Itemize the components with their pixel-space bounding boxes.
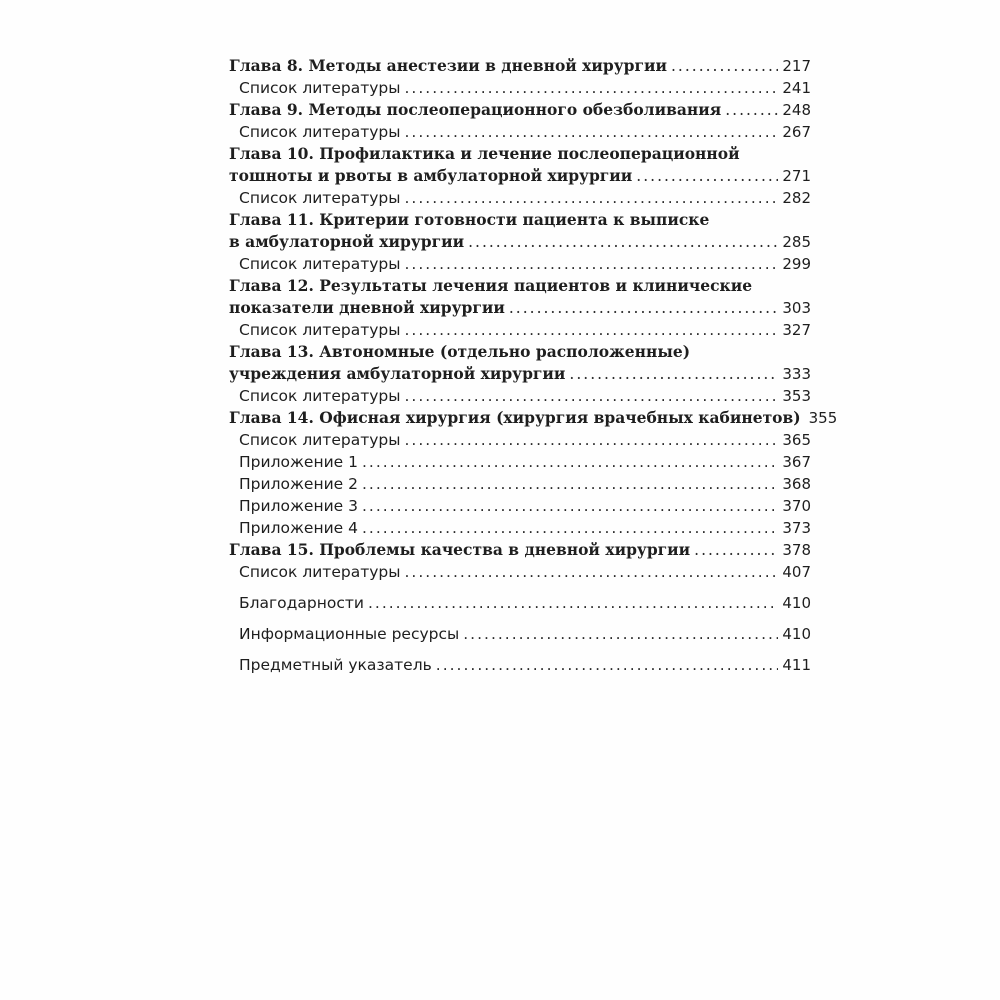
dot-leader [405, 385, 779, 407]
toc-chapter-entry [229, 143, 811, 187]
toc-entry-line [229, 297, 811, 319]
toc-entry-line [239, 623, 811, 645]
dot-leader [671, 55, 778, 77]
toc-page-number: 370 [782, 497, 811, 515]
toc-entry-line [239, 77, 811, 99]
toc-chapter-entry [229, 275, 811, 319]
dot-leader [362, 495, 778, 517]
toc-page-number: 410 [782, 594, 811, 612]
toc-page-number: 271 [782, 167, 811, 185]
dot-leader [362, 473, 778, 495]
toc-entry-line [239, 517, 811, 539]
toc-chapter-title: Глава 8. Методы анестезии в дневной хирургии [229, 56, 667, 75]
toc-entry-line [239, 187, 811, 209]
toc-sub-title: Информационные ресурсы [239, 625, 460, 643]
toc-sub-title: Список литературы [239, 563, 401, 581]
toc-page-number: 299 [782, 255, 811, 273]
toc-page-number: 248 [782, 101, 811, 119]
toc-page-number: 217 [782, 57, 811, 75]
toc-entry-line [239, 495, 811, 517]
toc-sub-entry [229, 517, 811, 539]
dot-leader [725, 99, 778, 121]
dot-leader [405, 429, 779, 451]
toc-sub-title: Приложение 4 [239, 519, 358, 537]
toc-sub-entry [229, 77, 811, 99]
table-of-contents [229, 55, 838, 676]
toc-sub-title: Список литературы [239, 431, 401, 449]
toc-page-number: 285 [782, 233, 811, 251]
dot-leader [362, 451, 778, 473]
toc-page-number: 355 [808, 409, 838, 427]
toc-page-number: 410 [782, 625, 811, 643]
toc-page-number: 282 [782, 189, 811, 207]
toc-entry-line [239, 592, 811, 614]
dot-leader [694, 539, 778, 561]
toc-entry-line [239, 319, 811, 341]
dot-leader [405, 561, 779, 583]
dot-leader [509, 297, 779, 319]
toc-sub-entry [229, 319, 811, 341]
toc-sub-title: Список литературы [239, 255, 401, 273]
toc-entry-line [229, 407, 838, 429]
dot-leader [468, 231, 778, 253]
toc-chapter-title: Глава 9. Методы послеоперационного обезболивания [229, 100, 722, 119]
toc-chapter-entry [229, 99, 811, 121]
toc-page-number: 333 [782, 365, 811, 383]
toc-entry-line [239, 429, 811, 451]
toc-chapter-entry [229, 55, 811, 77]
toc-sub-entry [229, 495, 811, 517]
dot-leader [405, 187, 779, 209]
dot-leader [405, 121, 779, 143]
toc-chapter-title-line1: Глава 11. Критерии готовности пациента к выписке [229, 210, 710, 229]
toc-chapter-title: Глава 14. Офисная хирургия (хирургия врачебных кабинетов) [229, 408, 801, 427]
dot-leader [569, 363, 778, 385]
toc-page-number: 373 [782, 519, 811, 537]
toc-page-number: 368 [782, 475, 811, 493]
toc-entry-line [229, 231, 811, 253]
toc-page-number: 378 [782, 541, 811, 559]
toc-sub-title: Список литературы [239, 321, 401, 339]
toc-sub-title: Приложение 2 [239, 475, 358, 493]
dot-leader [368, 592, 778, 614]
toc-sub-title: Список литературы [239, 123, 401, 141]
toc-sub-title: Список литературы [239, 387, 401, 405]
toc-page-number: 411 [782, 656, 811, 674]
dot-leader [636, 165, 778, 187]
dot-leader [405, 253, 779, 275]
toc-entry-line [239, 473, 811, 495]
toc-sub-title: Приложение 1 [239, 453, 358, 471]
toc-entry-line [239, 385, 811, 407]
toc-sub-title: Список литературы [239, 79, 401, 97]
toc-chapter-title: учреждения амбулаторной хирургии [229, 364, 566, 383]
dot-leader [405, 77, 779, 99]
toc-page-number: 267 [782, 123, 811, 141]
toc-chapter-entry [229, 341, 811, 385]
toc-entry-line [239, 121, 811, 143]
toc-sub-entry [229, 561, 811, 583]
dot-leader [436, 654, 779, 676]
dot-leader [405, 319, 779, 341]
toc-page-number: 407 [782, 563, 811, 581]
toc-page-number: 303 [782, 299, 811, 317]
toc-sub-entry [229, 253, 811, 275]
toc-page-number: 367 [782, 453, 811, 471]
toc-sub-entry [229, 385, 811, 407]
toc-sub-title: Приложение 3 [239, 497, 358, 515]
toc-entry-line [239, 561, 811, 583]
toc-sub-entry [229, 473, 811, 495]
toc-sub-entry [229, 121, 811, 143]
toc-chapter-title: показатели дневной хирургии [229, 298, 505, 317]
toc-sub-entry [229, 592, 811, 614]
toc-entry-line [229, 363, 811, 385]
toc-page-number: 241 [782, 79, 811, 97]
toc-sub-entry [229, 429, 811, 451]
toc-chapter-title: тошноты и рвоты в амбулаторной хирургии [229, 166, 633, 185]
toc-chapter-entry [229, 407, 838, 429]
toc-chapter-title-line1: Глава 12. Результаты лечения пациентов и клинические [229, 276, 753, 295]
toc-sub-entry [229, 623, 811, 645]
toc-entry-line [239, 253, 811, 275]
toc-page-number: 365 [782, 431, 811, 449]
toc-sub-entry [229, 187, 811, 209]
toc-entry-line [239, 451, 811, 473]
toc-chapter-entry [229, 539, 811, 561]
dot-leader [362, 517, 778, 539]
toc-chapter-entry [229, 209, 811, 253]
toc-sub-title: Список литературы [239, 189, 401, 207]
toc-sub-title: Благодарности [239, 594, 364, 612]
toc-chapter-title-line1: Глава 10. Профилактика и лечение послеоперационной [229, 144, 740, 163]
dot-leader [463, 623, 778, 645]
toc-page-number: 327 [782, 321, 811, 339]
toc-sub-title: Предметный указатель [239, 656, 432, 674]
toc-entry-line [229, 165, 811, 187]
toc-page-number: 353 [782, 387, 811, 405]
toc-entry-line [239, 654, 811, 676]
toc-chapter-title: Глава 15. Проблемы качества в дневной хирургии [229, 540, 691, 559]
toc-chapter-title-line1: Глава 13. Автономные (отдельно расположенные) [229, 342, 691, 361]
toc-entry-line [229, 99, 811, 121]
toc-entry-line [229, 55, 811, 77]
toc-entry-line [229, 539, 811, 561]
toc-sub-entry [229, 451, 811, 473]
toc-chapter-title: в амбулаторной хирургии [229, 232, 465, 251]
toc-sub-entry [229, 654, 811, 676]
